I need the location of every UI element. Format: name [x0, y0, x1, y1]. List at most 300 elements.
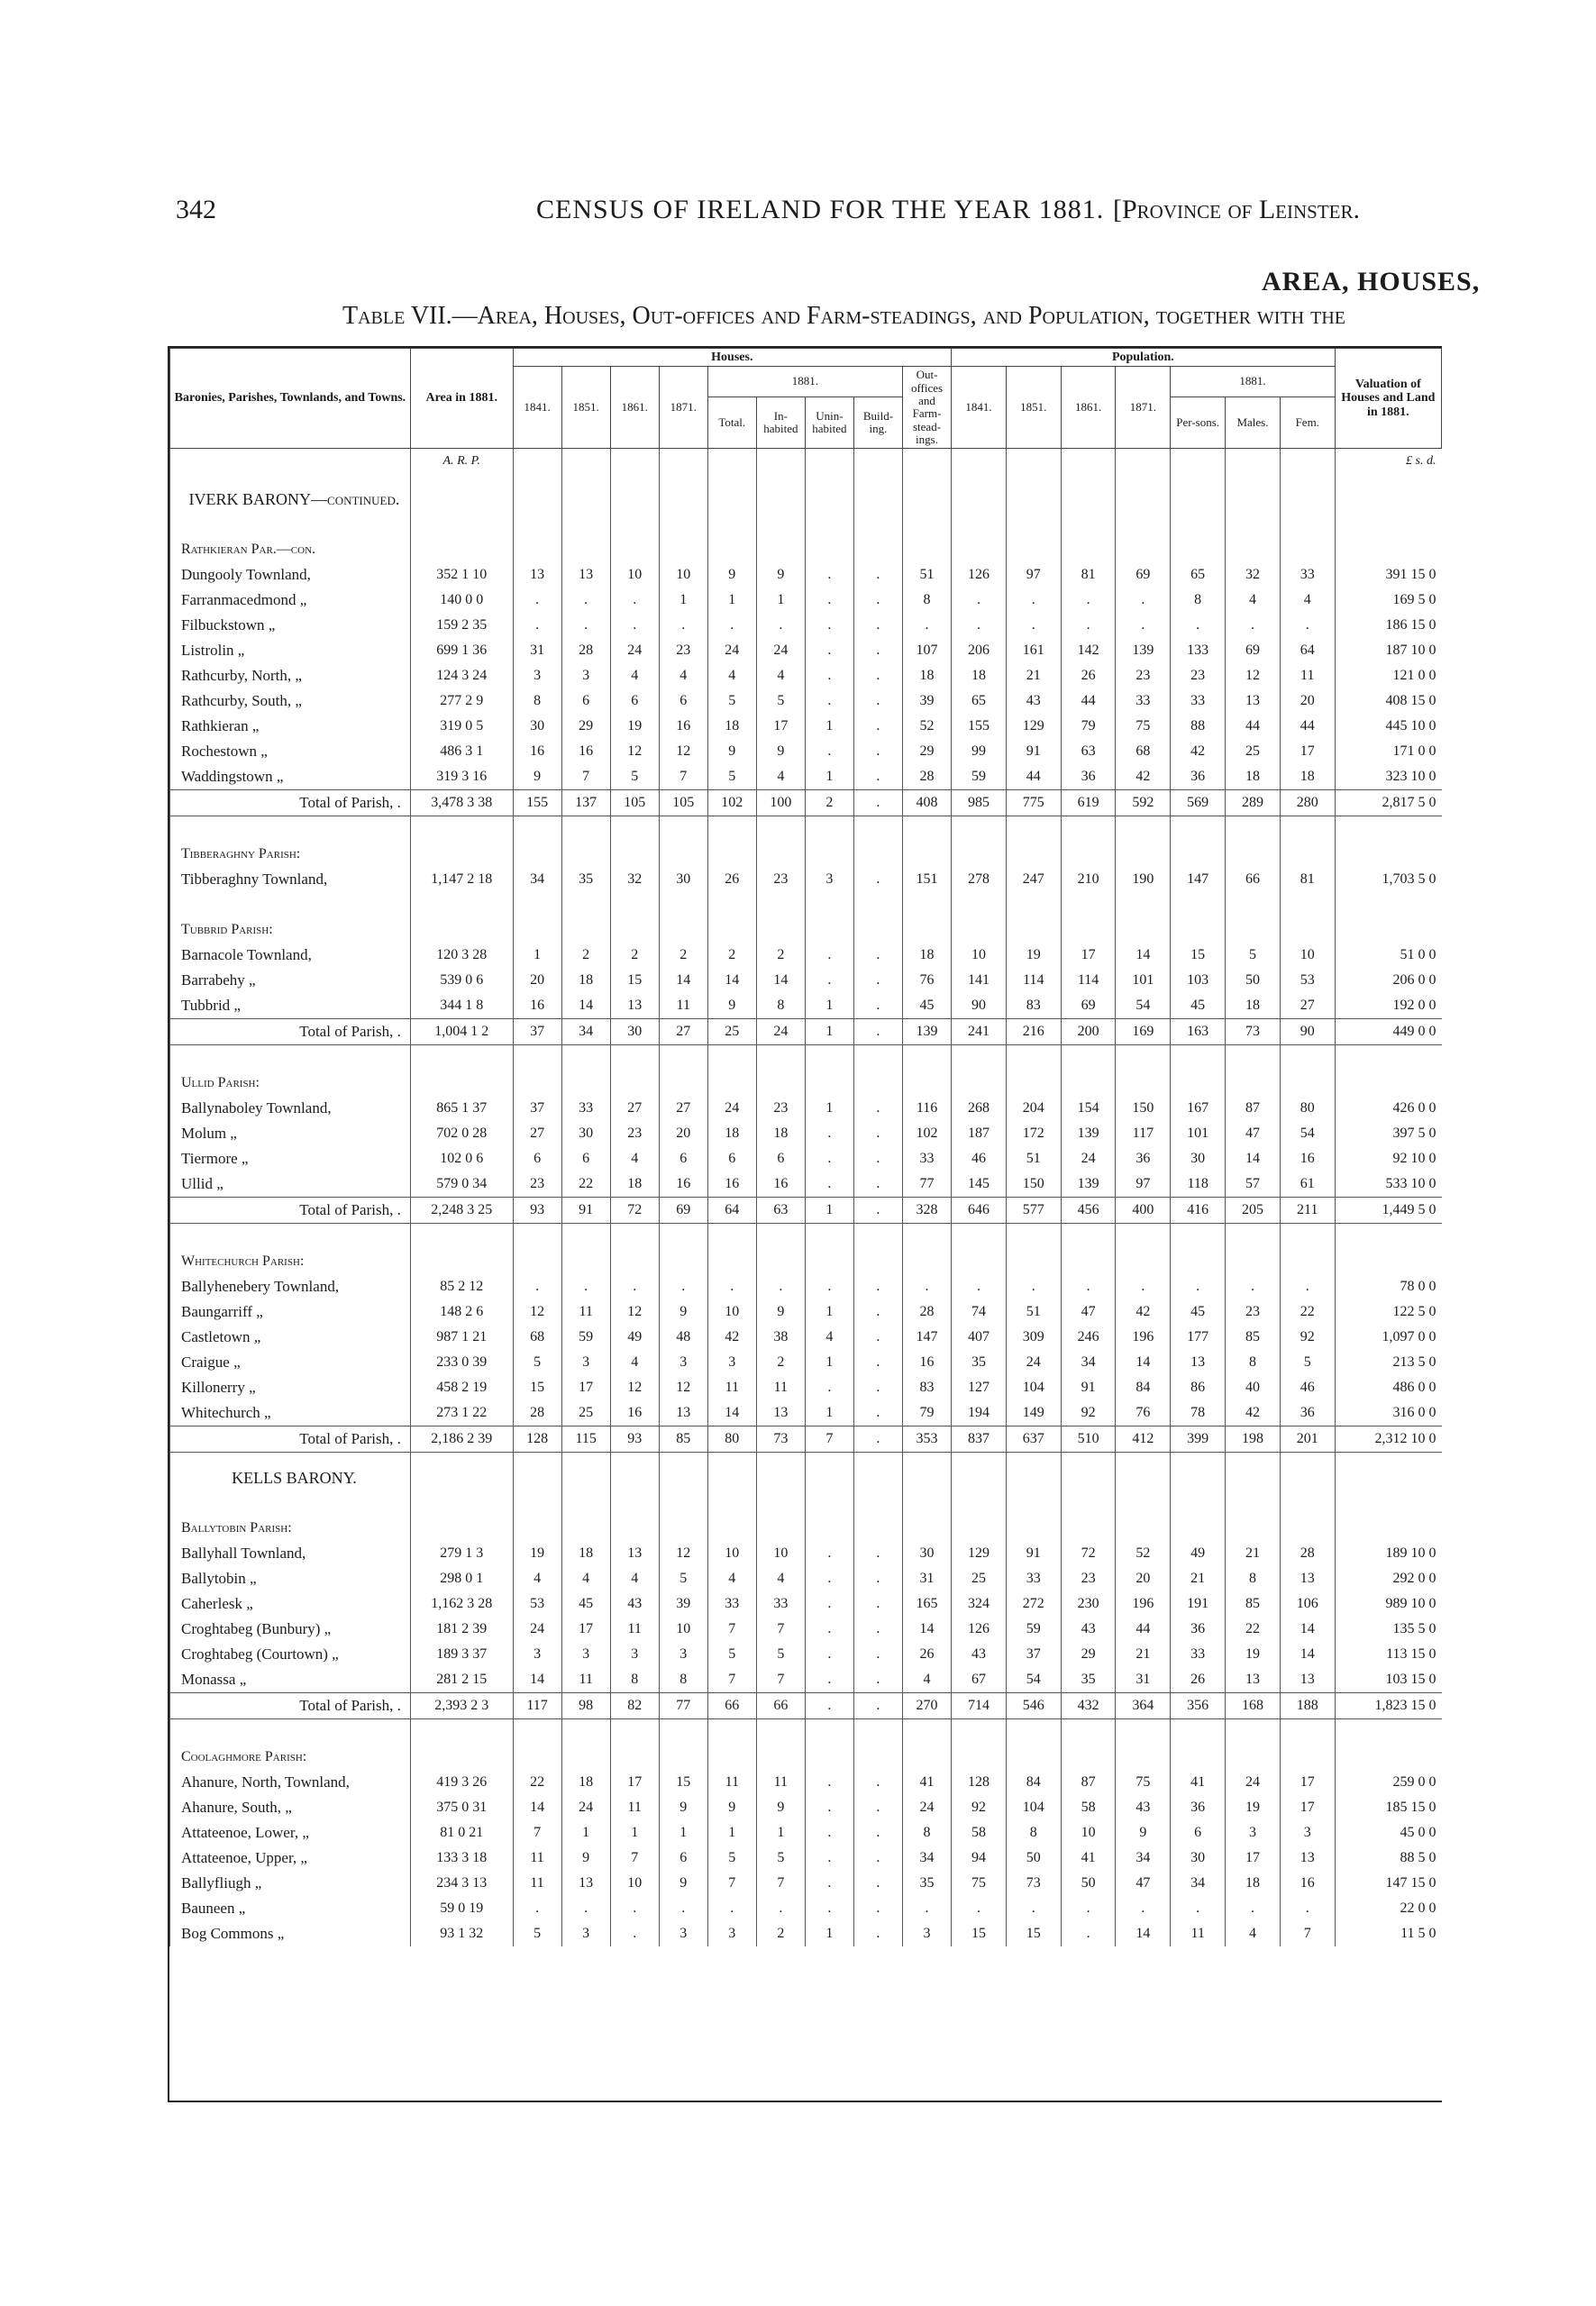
cell-ht: 11 [707, 1375, 756, 1400]
cell-pm: 18 [1226, 764, 1281, 790]
cell-ht [707, 905, 756, 943]
cell-pf: 5 [1280, 1350, 1335, 1375]
cell-pp: 15 [1171, 943, 1226, 968]
col-houses-1871: 1871. [659, 367, 707, 449]
cell-h51: 34 [561, 1019, 610, 1045]
cell-p51: 43 [1006, 688, 1061, 714]
cell-p71 [1116, 1465, 1171, 1490]
cell-hu: . [805, 1871, 853, 1896]
cell-p51: 775 [1006, 790, 1061, 816]
cell-pf: 90 [1280, 1019, 1335, 1045]
cell-hi: 7 [756, 1871, 805, 1896]
cell-p51: 172 [1006, 1121, 1061, 1146]
cell-p51 [1006, 1236, 1061, 1274]
cell-p71: 54 [1116, 993, 1171, 1019]
cell-area: 273 1 22 [410, 1400, 513, 1426]
cell-area: 148 2 6 [410, 1299, 513, 1325]
cell-val: 533 10 0 [1335, 1171, 1441, 1198]
cell-pf: 80 [1280, 1096, 1335, 1121]
cell-pp: 65 [1171, 562, 1226, 588]
townland-name: Ballynaboley Townland, [170, 1096, 411, 1121]
cell-h71: 2 [659, 943, 707, 968]
cell-h61: 72 [610, 1198, 659, 1224]
cell-pf [1280, 1236, 1335, 1274]
cell-h41: 93 [513, 1198, 561, 1224]
cell-ht: 10 [707, 1541, 756, 1566]
cell-val: 147 15 0 [1335, 1871, 1441, 1896]
cell-hi: 4 [756, 663, 805, 688]
cell-pm [1226, 1732, 1281, 1770]
cell-p61: 154 [1061, 1096, 1116, 1121]
cell-ht [707, 1236, 756, 1274]
table-row [170, 1566, 1442, 1591]
cell-p51: 33 [1006, 1566, 1061, 1591]
cell-pm: . [1226, 613, 1281, 638]
cell-hb: . [853, 1325, 902, 1350]
cell-h51: 24 [561, 1795, 610, 1820]
cell-pf: . [1280, 1274, 1335, 1299]
cell-p51: 272 [1006, 1591, 1061, 1617]
cell-val: 192 0 0 [1335, 993, 1441, 1019]
cell-p41: . [952, 1274, 1007, 1299]
cell-p51: 91 [1006, 739, 1061, 764]
cell-area: 865 1 37 [410, 1096, 513, 1121]
cell-p41: 18 [952, 663, 1007, 688]
cell-h41: 12 [513, 1299, 561, 1325]
cell-area: 102 0 6 [410, 1146, 513, 1171]
cell-p61: 200 [1061, 1019, 1116, 1045]
cell-p71: 196 [1116, 1325, 1171, 1350]
cell-pp: 356 [1171, 1693, 1226, 1719]
cell-pp [1171, 829, 1226, 867]
parish-row [170, 1503, 1442, 1541]
cell-p51: 637 [1006, 1426, 1061, 1453]
cell-ht: 42 [707, 1325, 756, 1350]
cell-area: 579 0 34 [410, 1171, 513, 1198]
cell-hb [853, 524, 902, 562]
cell-h41: 14 [513, 1667, 561, 1693]
cell-p61: 29 [1061, 1642, 1116, 1667]
cell-pm: 47 [1226, 1121, 1281, 1146]
cell-pm: 66 [1226, 867, 1281, 892]
cell-h51 [561, 905, 610, 943]
cell-h51: 2 [561, 943, 610, 968]
cell-h61: 17 [610, 1770, 659, 1795]
cell-p61: 456 [1061, 1198, 1116, 1224]
table-row [170, 968, 1442, 993]
cell-p61: . [1061, 1274, 1116, 1299]
cell-hi: 24 [756, 1019, 805, 1045]
cell-hb: . [853, 790, 902, 816]
table-row [170, 1871, 1442, 1896]
cell-pm: 40 [1226, 1375, 1281, 1400]
cell-h51: 59 [561, 1325, 610, 1350]
cell-oo: 328 [902, 1198, 951, 1224]
townland-name: Ullid „ [170, 1171, 411, 1198]
cell-p41: 324 [952, 1591, 1007, 1617]
cell-pm: 289 [1226, 790, 1281, 816]
cell-pf: 44 [1280, 714, 1335, 739]
cell-ht: 24 [707, 1096, 756, 1121]
cell-pm [1226, 487, 1281, 512]
cell-hu [805, 1058, 853, 1096]
cell-oo: 14 [902, 1617, 951, 1642]
cell-hi: 11 [756, 1375, 805, 1400]
cell-h51: 30 [561, 1121, 610, 1146]
cell-pp: 78 [1171, 1400, 1226, 1426]
cell-hi: 4 [756, 1566, 805, 1591]
cell-area: 987 1 21 [410, 1325, 513, 1350]
cell-ht: 25 [707, 1019, 756, 1045]
cell-hi: 2 [756, 1350, 805, 1375]
cell-p61: 79 [1061, 714, 1116, 739]
cell-oo: 408 [902, 790, 951, 816]
cell-h51: 91 [561, 1198, 610, 1224]
cell-p41: 127 [952, 1375, 1007, 1400]
cell-p61: 47 [1061, 1299, 1116, 1325]
cell-h41: 22 [513, 1770, 561, 1795]
cell-val: 408 15 0 [1335, 688, 1441, 714]
cell-ht: 9 [707, 739, 756, 764]
cell-p51 [1006, 1058, 1061, 1096]
cell-h71: 23 [659, 638, 707, 663]
cell-p51 [1006, 1465, 1061, 1490]
cell-h61: 24 [610, 638, 659, 663]
cell-hu: . [805, 1617, 853, 1642]
cell-p41: 187 [952, 1121, 1007, 1146]
cell-pf: 64 [1280, 638, 1335, 663]
cell-hu [805, 1503, 853, 1541]
cell-h61: 10 [610, 562, 659, 588]
cell-p71: 33 [1116, 688, 1171, 714]
cell-pm: 87 [1226, 1096, 1281, 1121]
cell-hi: 1 [756, 1820, 805, 1846]
cell-pp: 167 [1171, 1096, 1226, 1121]
cell-h61 [610, 1732, 659, 1770]
cell-h61: 3 [610, 1642, 659, 1667]
cell-h71: 20 [659, 1121, 707, 1146]
cell-h61: 5 [610, 764, 659, 790]
cell-hi: 16 [756, 1171, 805, 1198]
parish-row [170, 905, 1442, 943]
cell-h51 [561, 524, 610, 562]
cell-oo: . [902, 613, 951, 638]
table-row [170, 1096, 1442, 1121]
cell-pp [1171, 1058, 1226, 1096]
townland-name: Filbuckstown „ [170, 613, 411, 638]
cell-hb: . [853, 1426, 902, 1453]
cell-p51: 91 [1006, 1541, 1061, 1566]
cell-p41: 46 [952, 1146, 1007, 1171]
cell-p41 [952, 829, 1007, 867]
col-pop-1851: 1851. [1006, 367, 1061, 449]
cell-hb [853, 1503, 902, 1541]
cell-h41 [513, 829, 561, 867]
cell-h41: 4 [513, 1566, 561, 1591]
table-row [170, 1541, 1442, 1566]
table-row [170, 1171, 1442, 1198]
cell-h61 [610, 1503, 659, 1541]
cell-area: 159 2 35 [410, 613, 513, 638]
cell-pf: 33 [1280, 562, 1335, 588]
cell-hu: . [805, 1121, 853, 1146]
cell-p71: 150 [1116, 1096, 1171, 1121]
cell-oo [902, 1236, 951, 1274]
spacer-row [170, 892, 1442, 905]
cell-p41: 141 [952, 968, 1007, 993]
spacer-row [170, 1224, 1442, 1237]
cell-val: 2,817 5 0 [1335, 790, 1441, 816]
cell-h71: 15 [659, 1770, 707, 1795]
cell-hu: 1 [805, 1921, 853, 1946]
cell-area [410, 905, 513, 943]
cell-val: 213 5 0 [1335, 1350, 1441, 1375]
cell-p61 [1061, 829, 1116, 867]
col-pop-1841: 1841. [952, 367, 1007, 449]
barony-name: KELLS BARONY. [170, 1465, 411, 1490]
cell-pm: 14 [1226, 1146, 1281, 1171]
cell-p71: 14 [1116, 1350, 1171, 1375]
cell-h41: 155 [513, 790, 561, 816]
cell-h71: 7 [659, 764, 707, 790]
cell-hb: . [853, 1591, 902, 1617]
cell-h61: 93 [610, 1426, 659, 1453]
cell-hu: . [805, 1770, 853, 1795]
cell-p51: 84 [1006, 1770, 1061, 1795]
cell-pf: 201 [1280, 1426, 1335, 1453]
cell-hu [805, 524, 853, 562]
cell-hb: . [853, 1121, 902, 1146]
cell-oo: 270 [902, 1693, 951, 1719]
cell-h51: . [561, 1274, 610, 1299]
table-row [170, 867, 1442, 892]
cell-p71 [1116, 487, 1171, 512]
cell-p71: 84 [1116, 1375, 1171, 1400]
cell-p61: 63 [1061, 739, 1116, 764]
cell-val: 186 15 0 [1335, 613, 1441, 638]
cell-hb: . [853, 613, 902, 638]
cell-h61 [610, 487, 659, 512]
col-valuation-header: Valuation of Houses and Land in 1881. [1335, 349, 1441, 449]
cell-hu: . [805, 943, 853, 968]
cell-pm [1226, 1058, 1281, 1096]
cell-hu [805, 905, 853, 943]
cell-hi [756, 905, 805, 943]
townland-name: Rathcurby, North, „ [170, 663, 411, 688]
cell-h51 [561, 1465, 610, 1490]
cell-area [410, 1236, 513, 1274]
cell-h71: 3 [659, 1921, 707, 1946]
cell-h41: 11 [513, 1846, 561, 1871]
table-row [170, 588, 1442, 613]
cell-p51: 8 [1006, 1820, 1061, 1846]
cell-p41 [952, 1503, 1007, 1541]
cell-hi [756, 1236, 805, 1274]
cell-p41 [952, 1465, 1007, 1490]
table-row [170, 613, 1442, 638]
cell-area: 181 2 39 [410, 1617, 513, 1642]
cell-h71: 1 [659, 588, 707, 613]
cell-hi: 9 [756, 1299, 805, 1325]
cell-area: 486 3 1 [410, 739, 513, 764]
cell-pm: 18 [1226, 1871, 1281, 1896]
cell-p61: 23 [1061, 1566, 1116, 1591]
cell-hu: . [805, 1667, 853, 1693]
cell-p51 [1006, 829, 1061, 867]
cell-hi: 1 [756, 588, 805, 613]
cell-pp: . [1171, 1896, 1226, 1921]
cell-p41: 278 [952, 867, 1007, 892]
cell-hb: . [853, 562, 902, 588]
cell-h51 [561, 487, 610, 512]
cell-p41: 646 [952, 1198, 1007, 1224]
cell-p61: 87 [1061, 1770, 1116, 1795]
cell-h71: 9 [659, 1871, 707, 1896]
cell-area: 419 3 26 [410, 1770, 513, 1795]
cell-pm: 4 [1226, 588, 1281, 613]
cell-p41: 94 [952, 1846, 1007, 1871]
cell-oo: 35 [902, 1871, 951, 1896]
cell-p71: 14 [1116, 943, 1171, 968]
cell-p51: 129 [1006, 714, 1061, 739]
cell-ht: 2 [707, 943, 756, 968]
cell-h41: 8 [513, 688, 561, 714]
cell-area: 85 2 12 [410, 1274, 513, 1299]
cell-p71: 31 [1116, 1667, 1171, 1693]
cell-pf: 27 [1280, 993, 1335, 1019]
cell-oo: 165 [902, 1591, 951, 1617]
cell-ht: 6 [707, 1146, 756, 1171]
cell-p61: 24 [1061, 1146, 1116, 1171]
cell-oo: 16 [902, 1350, 951, 1375]
cell-pf: 13 [1280, 1667, 1335, 1693]
cell-hi: 8 [756, 993, 805, 1019]
cell-pp: 26 [1171, 1667, 1226, 1693]
cell-hu: 1 [805, 1096, 853, 1121]
cell-h61: 10 [610, 1871, 659, 1896]
cell-hb: . [853, 943, 902, 968]
cell-oo: 353 [902, 1426, 951, 1453]
cell-h41: 128 [513, 1426, 561, 1453]
cell-h41: 6 [513, 1146, 561, 1171]
cell-oo [902, 487, 951, 512]
cell-h51 [561, 1732, 610, 1770]
cell-h41: 37 [513, 1096, 561, 1121]
townland-name: Rochestown „ [170, 739, 411, 764]
cell-ht: 3 [707, 1921, 756, 1946]
cell-area [410, 1058, 513, 1096]
cell-ht [707, 524, 756, 562]
cell-p61 [1061, 1732, 1116, 1770]
cell-oo [902, 1058, 951, 1096]
cell-p51: . [1006, 613, 1061, 638]
cell-pp: 86 [1171, 1375, 1226, 1400]
cell-h51: 1 [561, 1820, 610, 1846]
cell-p61 [1061, 1465, 1116, 1490]
cell-hu: . [805, 562, 853, 588]
cell-h71 [659, 1503, 707, 1541]
townland-name: Attateenoe, Lower, „ [170, 1820, 411, 1846]
cell-h51: 3 [561, 1921, 610, 1946]
cell-hu: . [805, 663, 853, 688]
parish-name: Coolaghmore Parish: [170, 1732, 411, 1770]
cell-h51: 9 [561, 1846, 610, 1871]
cell-ht: 1 [707, 1820, 756, 1846]
cell-p41: 58 [952, 1820, 1007, 1846]
townland-name: Ahanure, South, „ [170, 1795, 411, 1820]
townland-name: Farranmacedmond „ [170, 588, 411, 613]
cell-val: 426 0 0 [1335, 1096, 1441, 1121]
cell-val: 989 10 0 [1335, 1591, 1441, 1617]
cell-hb: . [853, 638, 902, 663]
parish-name: Ullid Parish: [170, 1058, 411, 1096]
cell-hb: . [853, 1667, 902, 1693]
cell-p51: 247 [1006, 867, 1061, 892]
cell-p61: 139 [1061, 1121, 1116, 1146]
cell-val: 92 10 0 [1335, 1146, 1441, 1171]
cell-hi: 73 [756, 1426, 805, 1453]
table-row [170, 1642, 1442, 1667]
cell-p41: 407 [952, 1325, 1007, 1350]
parish-row [170, 1058, 1442, 1096]
cell-h61 [610, 829, 659, 867]
cell-hb [853, 1236, 902, 1274]
cell-p51: 104 [1006, 1795, 1061, 1820]
cell-val: 206 0 0 [1335, 968, 1441, 993]
cell-p61 [1061, 524, 1116, 562]
cell-hi: 66 [756, 1693, 805, 1719]
townland-name: Listrolin „ [170, 638, 411, 663]
cell-pm: 19 [1226, 1795, 1281, 1820]
cell-h71 [659, 524, 707, 562]
cell-h41: 28 [513, 1400, 561, 1426]
table-row [170, 1274, 1442, 1299]
cell-val: 169 5 0 [1335, 588, 1441, 613]
spacer-row [170, 1453, 1442, 1466]
cell-oo: 83 [902, 1375, 951, 1400]
cell-ht [707, 1732, 756, 1770]
cell-oo [902, 1503, 951, 1541]
total-name: Total of Parish, . [170, 790, 411, 816]
cell-hu [805, 1732, 853, 1770]
cell-pp: 23 [1171, 663, 1226, 688]
cell-h51: 115 [561, 1426, 610, 1453]
cell-p71: 139 [1116, 638, 1171, 663]
cell-h61 [610, 905, 659, 943]
table-row [170, 1921, 1442, 1946]
cell-hi: 23 [756, 1096, 805, 1121]
cell-val: 189 10 0 [1335, 1541, 1441, 1566]
cell-h41: . [513, 1274, 561, 1299]
cell-pf: 211 [1280, 1198, 1335, 1224]
table-row [170, 688, 1442, 714]
cell-ht: 18 [707, 1121, 756, 1146]
cell-area: 277 2 9 [410, 688, 513, 714]
cell-val: 11 5 0 [1335, 1921, 1441, 1946]
cell-hu: 7 [805, 1426, 853, 1453]
cell-p41: 67 [952, 1667, 1007, 1693]
cell-hb: . [853, 739, 902, 764]
townland-name: Ballyhall Townland, [170, 1541, 411, 1566]
cell-val: 1,703 5 0 [1335, 867, 1441, 892]
parish-row [170, 829, 1442, 867]
cell-val: 259 0 0 [1335, 1770, 1441, 1795]
table-row [170, 1375, 1442, 1400]
cell-p51: 309 [1006, 1325, 1061, 1350]
cell-h71 [659, 487, 707, 512]
cell-h71: 48 [659, 1325, 707, 1350]
townland-name: Rathkieran „ [170, 714, 411, 739]
